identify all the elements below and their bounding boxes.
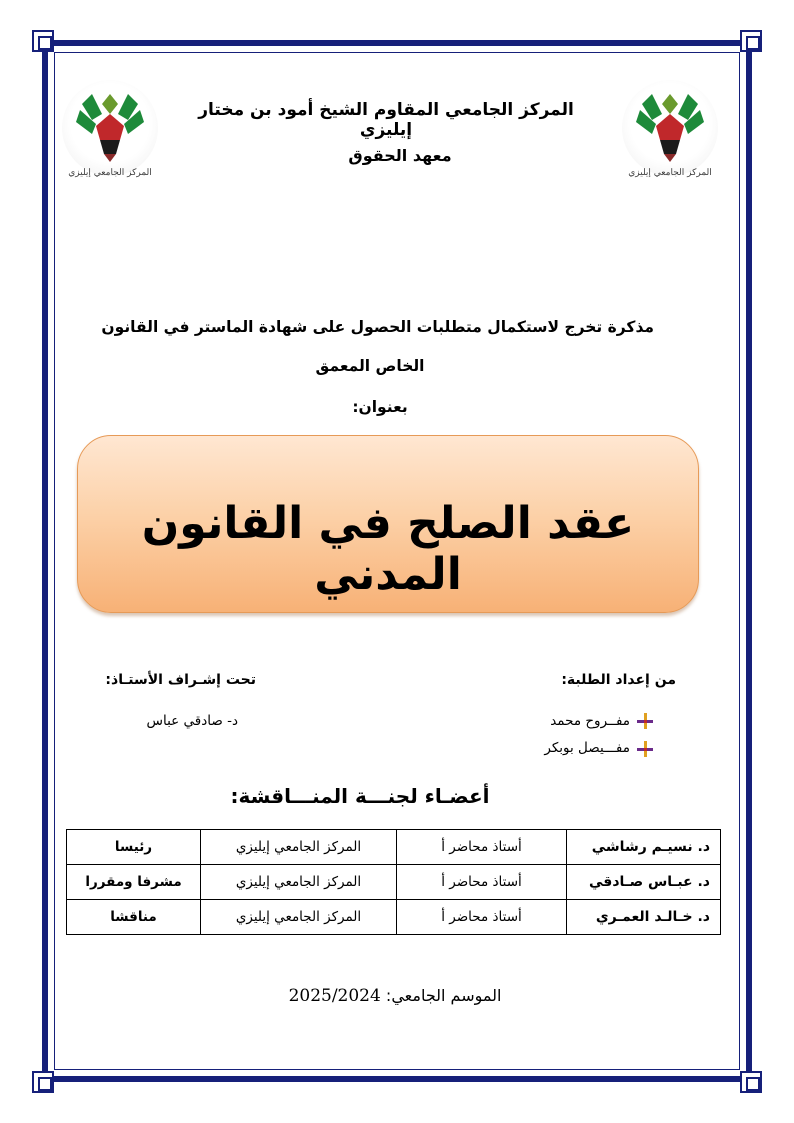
member-institution: المركز الجامعي إيليزي — [201, 830, 397, 865]
title-label: بعنوان: — [352, 398, 408, 416]
member-institution: المركز الجامعي إيليزي — [201, 900, 397, 935]
member-name: د. نسيـم رشاشي — [567, 830, 721, 865]
member-role: رئيسا — [67, 830, 201, 865]
member-rank: أستاذ محاضر أ — [397, 830, 567, 865]
border-corner-ornament — [32, 1071, 54, 1093]
member-rank: أستاذ محاضر أ — [397, 865, 567, 900]
table-row — [67, 830, 721, 865]
student-name: مفــروح محمد — [550, 713, 630, 729]
member-institution: المركز الجامعي إيليزي — [201, 865, 397, 900]
border-corner-ornament — [740, 1071, 762, 1093]
border-corner-ornament — [32, 30, 54, 52]
member-role: مشرفا ومقررا — [67, 865, 201, 900]
border-corner-ornament — [740, 30, 762, 52]
committee-title: أعضـاء لجنـــة المنـــاقشة: — [230, 784, 490, 808]
season-label: الموسم الجامعي: — [385, 986, 502, 1005]
season-year: 2025/2024 — [288, 986, 381, 1006]
emblem-icon — [62, 80, 158, 176]
institute-name: معهد الحقوق — [348, 146, 452, 165]
emblem-icon — [622, 80, 718, 176]
table-row — [67, 900, 721, 935]
table-row — [67, 865, 721, 900]
member-role: مناقشا — [67, 900, 201, 935]
academic-season — [200, 986, 590, 1006]
student-name: مفـــيصل بوبكر — [544, 740, 630, 756]
bullet-icon — [636, 740, 654, 758]
memo-purpose-line1: مذكرة تخرج لاستكمال متطلبات الحصول على شهادة الماستر في القانون — [101, 318, 654, 336]
thesis-title: عقد الصلح في القانون المدني — [141, 498, 635, 600]
member-rank: أستاذ محاضر أ — [397, 900, 567, 935]
institution-name: المركز الجامعي المقاوم الشيخ أمود بن مختار إيليزي — [198, 100, 574, 140]
bullet-icon — [636, 712, 654, 730]
university-logo-left — [62, 80, 158, 190]
supervisor-name: د- صادقي عباس — [146, 713, 238, 729]
member-name: د. عبـاس صـادقي — [567, 865, 721, 900]
border-notch — [395, 40, 399, 44]
logo-caption: المركز الجامعي إيليزي — [628, 168, 712, 178]
memo-purpose-line2: الخاص المعمق — [315, 357, 425, 375]
university-logo-right — [622, 80, 718, 190]
committee-table — [66, 829, 721, 935]
supervisor-label: تحت إشـراف الأستـاذ: — [105, 672, 256, 688]
thesis-title-box — [77, 435, 699, 613]
students-label: من إعداد الطلبة: — [561, 672, 676, 688]
logo-caption: المركز الجامعي إيليزي — [68, 168, 152, 178]
member-name: د. خـالـد العمـري — [567, 900, 721, 935]
